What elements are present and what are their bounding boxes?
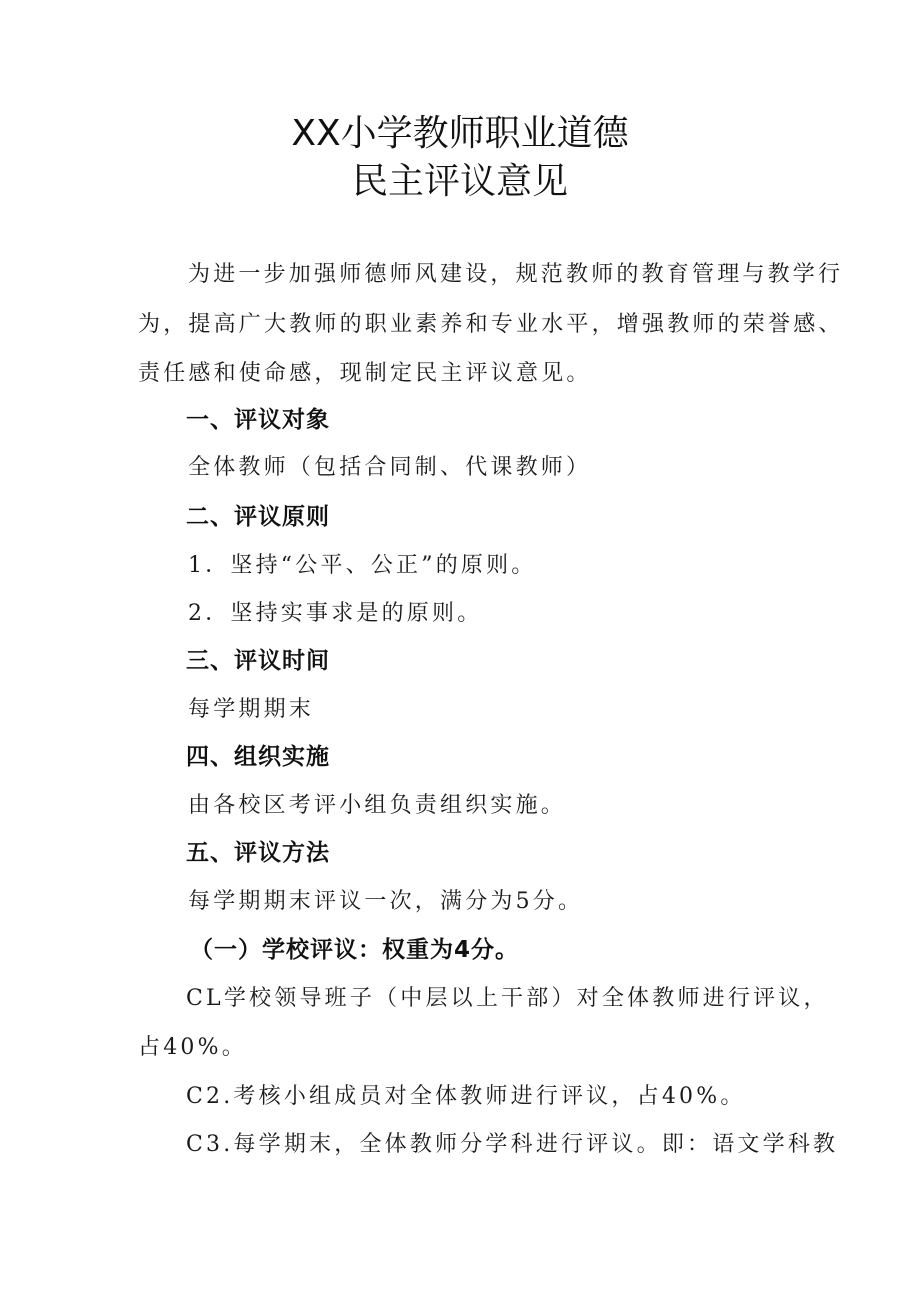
section-3-heading: 三、评议时间 [186,648,330,674]
section-2-item-2: 2．坚持实事求是的原则。 [188,601,483,626]
section-4-body: 由各校区考评小组负责组织实施。 [188,793,567,818]
section-5-heading: 五、评议方法 [186,840,330,866]
section-4-heading: 四、组织实施 [186,744,330,770]
document-title-line2: 民主评议意见 [351,161,568,202]
section-5-body: 每学期期末评议一次，满分为5分。 [188,889,584,914]
section-1-heading: 一、评议对象 [186,407,330,433]
intro-line-1: 为进一步加强师德师风建设，规范教师的教育管理与教学行 [188,262,844,287]
section-2-heading: 二、评议原则 [186,504,330,530]
section-1-body: 全体教师（包括合同制、代课教师） [188,455,592,480]
intro-line-3: 责任感和使命感，现制定民主评议意见。 [138,361,592,386]
c1-line-2: 占40%。 [138,1035,247,1060]
intro-line-2: 为，提高广大教师的职业素养和专业水平，增强教师的荣誉感、 [138,312,844,337]
subsection-1-heading: （一）学校评议：权重为4分。 [190,937,520,963]
c2-line: C2.考核小组成员对全体教师进行评议，占40%。 [186,1084,746,1109]
c1-line-1: CL学校领导班子（中层以上干部）对全体教师进行评议， [186,986,829,1011]
section-2-item-1: 1．坚持“公平、公正”的原则。 [188,553,537,578]
c3-line: C3.每学期末，全体教师分学科进行评议。即：语文学科教 [186,1132,839,1157]
section-3-body: 每学期期末 [188,697,315,722]
document-title-line1: XX小学教师职业道德 [291,113,629,154]
